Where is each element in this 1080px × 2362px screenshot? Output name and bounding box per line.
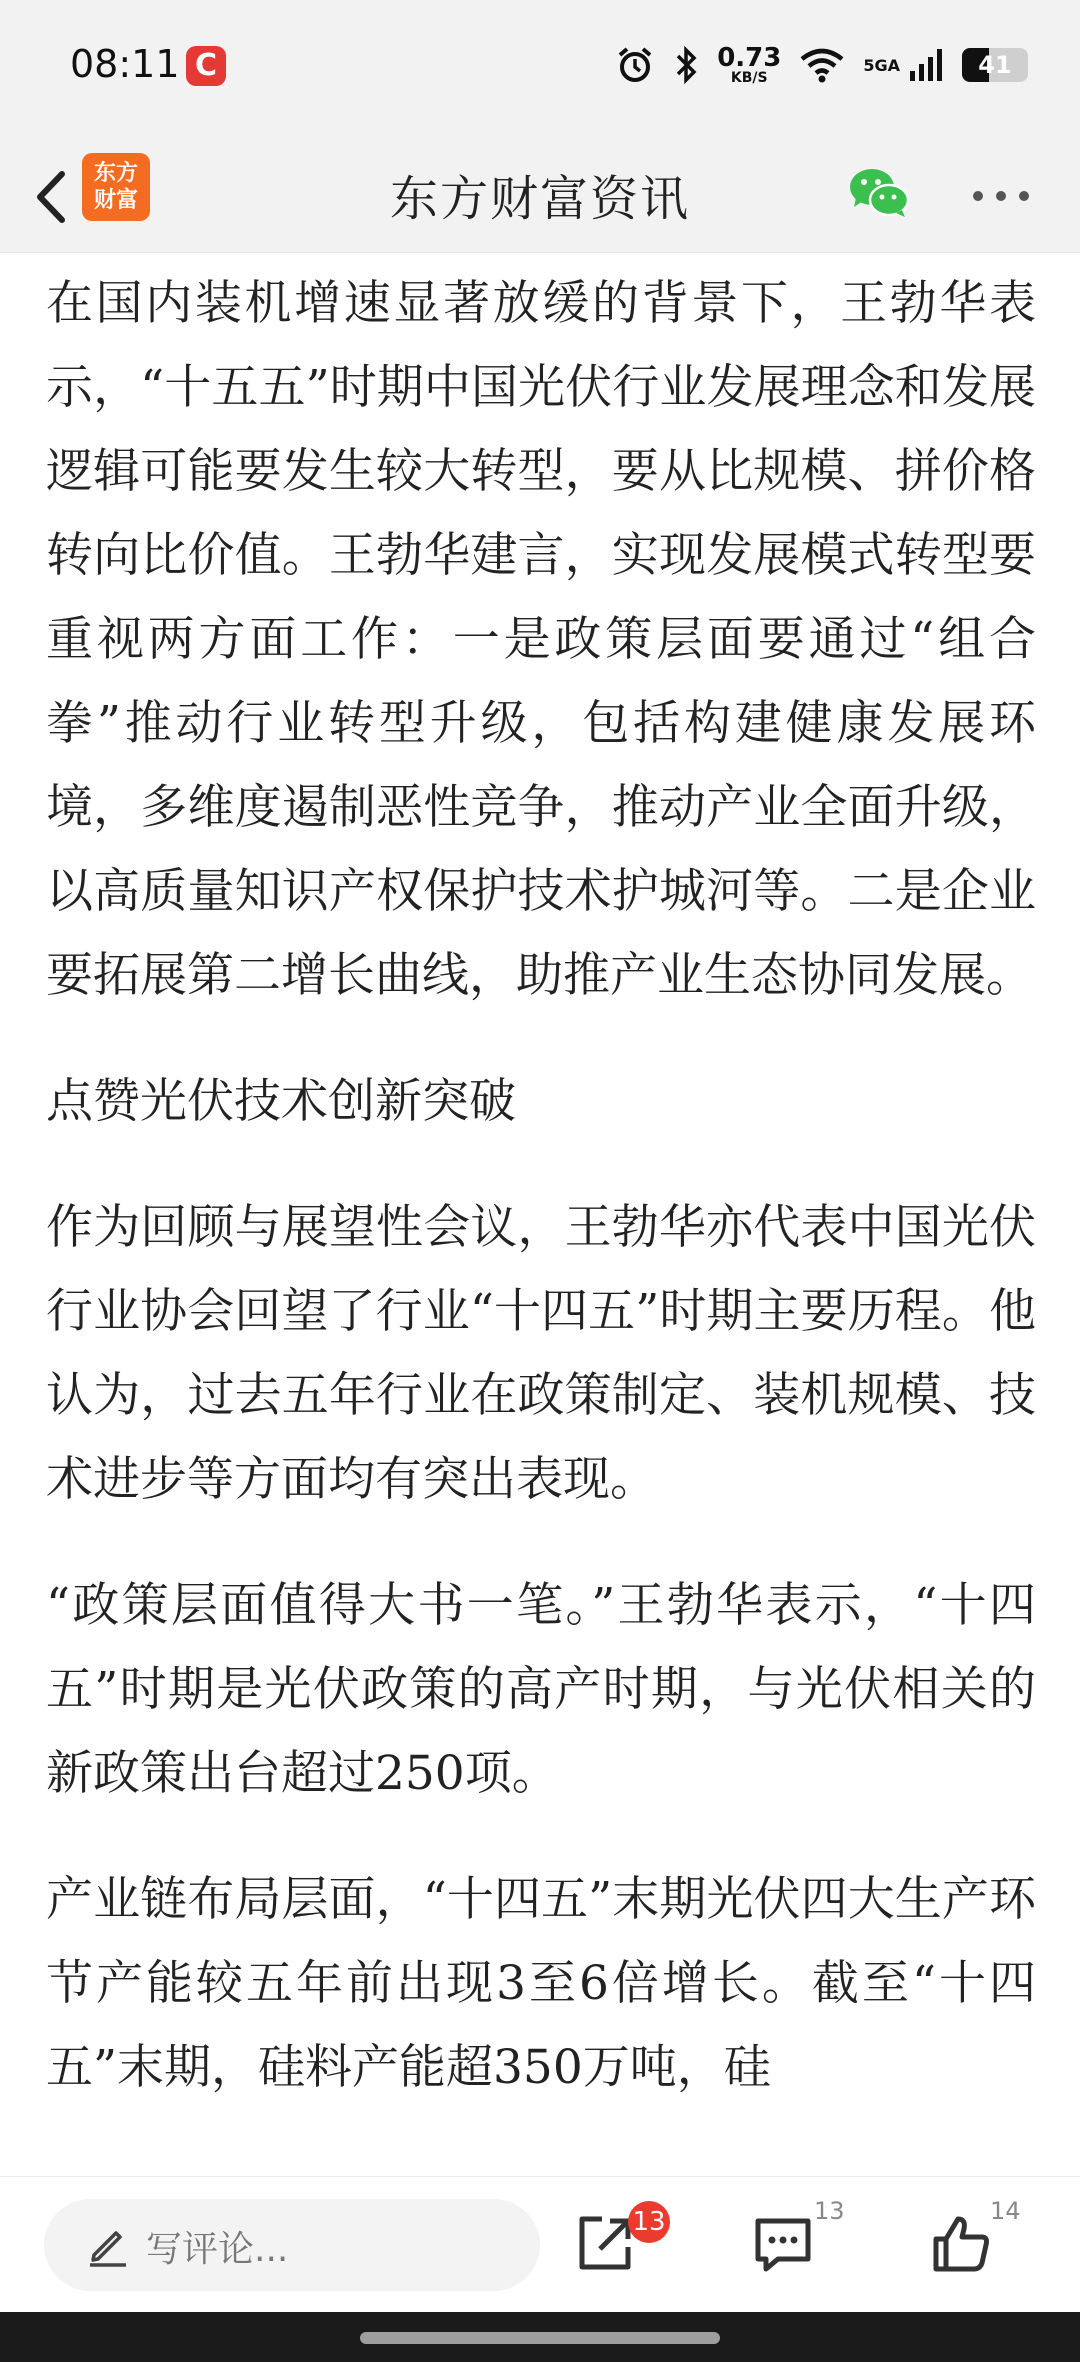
alarm-icon <box>615 45 655 85</box>
comment-placeholder: 写评论... <box>146 2229 289 2270</box>
signal-icon <box>908 47 944 83</box>
battery-level: 41 <box>978 51 1012 79</box>
comment-count: 13 <box>814 2197 845 2225</box>
more-options-icon[interactable] <box>966 166 1036 226</box>
home-indicator[interactable] <box>360 2332 720 2344</box>
pencil-icon <box>84 2221 132 2269</box>
like-count: 14 <box>990 2197 1021 2225</box>
status-icons <box>615 40 1028 90</box>
share-count-badge: 13 <box>628 2201 670 2243</box>
wifi-icon <box>799 47 845 83</box>
article-paragraph: 在国内装机增速显著放缓的背景下，王勃华表示，“十五五”时期中国光伏行业发展理念和发展逻辑可能要发生较大转型，要从比规模、拼价格转向比价值。王勃华建言，实现发展模式转型要重视两方面工作：一是政策层面要通过“组合拳”推动行业转型升级，包括构建健康发展环境，多维度遏制恶性竞争，推动产业全面升级，以高质量知识产权保护技术护城河等。二是企业要拓展第二增长曲线，助推产业生态协同发展。 <box>46 276 1036 1003</box>
like-icon[interactable] <box>926 2209 996 2279</box>
bluetooth-icon <box>673 45 699 85</box>
article-subheading: 点赞光伏技术创新突破 <box>46 1074 516 1129</box>
article-paragraph: “政策层面值得大书一笔。”王勃华表示，“十四五”时期是光伏政策的高产时期，与光伏相关的新政策出台超过250项。 <box>46 1578 1036 1801</box>
article-body <box>46 262 1036 2152</box>
app-notification-icon: C <box>186 46 226 86</box>
article-paragraph: 作为回顾与展望性会议，王勃华亦代表中国光伏行业协会回望了行业“十四五”时期主要历程。他认为，过去五年行业在政策制定、装机规模、技术进步等方面均有突出表现。 <box>46 1200 1036 1507</box>
page-title: 东方财富资讯 <box>389 171 690 227</box>
comment-input[interactable] <box>44 2199 540 2291</box>
wechat-share-icon[interactable] <box>846 160 912 226</box>
nav-bar <box>0 140 1080 253</box>
bottom-action-bar <box>0 2176 1080 2313</box>
network-type: 5GA <box>863 55 900 75</box>
status-bar <box>0 0 1080 140</box>
article-paragraph: 产业链布局层面，“十四五”末期光伏四大生产环节产能较五年前出现3至6倍增长。截至“十四五”末期，硅料产能超350万吨，硅 <box>46 1872 1036 2095</box>
comment-icon[interactable] <box>748 2209 818 2279</box>
network-speed: 0.73 KB/S <box>717 43 782 86</box>
status-time: 08:11 <box>70 42 180 86</box>
system-nav-bar <box>0 2312 1080 2362</box>
app-logo: 东方 财富 <box>82 153 150 221</box>
battery-icon <box>962 48 1028 82</box>
